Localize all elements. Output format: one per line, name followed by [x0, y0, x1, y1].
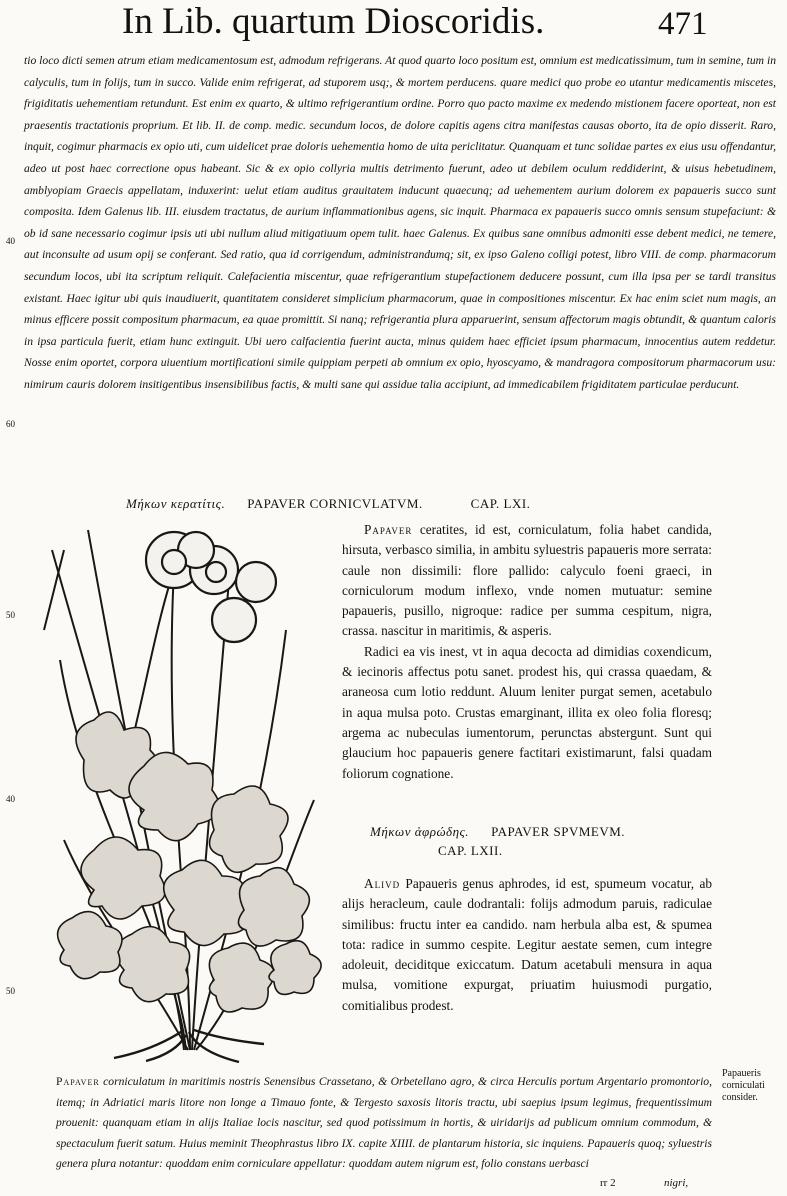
- chapter-61-uses: Radici ea vis inest, vt in aqua decocta ad dimidias coxendicum, & iecinoris affectus potu sanet. prodest his, qui crassa quaedam, & araneosa cum lotio reddunt. Aluum leniter purgat semen, acetabulo in aqua mulsa poto. Crustas emarginant, illita ex oleo folia floresq; argema ac nubeculas iumentorum, perunctas abstergunt. Sunt qui glaucium hoc papaueris genere factitari existimarunt, falsi quadam foliorum cognatione.: [342, 643, 712, 781]
- margin-line-number: 50: [6, 986, 15, 996]
- page-title: In Lib. quartum Dioscoridis.: [122, 1, 545, 42]
- chapter-62-description: Papaueris genus aphrodes, id est, spumeum vocatur, ab alijs heracleum, caule dodrantali: folijs admodum paruis, radiculae similibus: fructu inter ea candido. nam herbula alba est, & spumea tota: radice in summo cespite. Legitur aestate semen, cum integre adoleuit, deciditque exiccatum. Datum acetabuli mensura in aqua mulsa, vomitione expurgat, priuatim huiusmodi purgatio, comitialibus prodest.: [342, 876, 712, 1013]
- top-commentary: tio loco dicti semen atrum etiam medicamentosum est, admodum refrigerans. At quod quarto loco positum est, omnium est medicatissimum, tum in semine, tum in calyculis, tum in folijs, tum in succo. Valide enim refrigerat, ad stuporem usq;, & mortem perducens. quare medici quo probe eo utantur medicamentis miscetes, frigiditatis uehementiam retundunt. Est enim ex quarto, & ultimo refrigerantium ordine. Porro quo pacto maxime ex medendo mistionem facere oporteat, non est praesentis tractationis proprium. Et lib. II. de comp. medic. secundum locos, de dolore capitis agens citra manifestas causas oborto, ita de opio disserit. Raro, inquit, cogimur pharmacis ex opio uti, cum uidelicet prae doloris uehementia homo de uita periclitatur. Quanquam et tunc solidae partes ex eius usu offendantur, adeo ut post haec correctione opus habeant. Sic & ex opio collyria multis detrimento fuerunt, adeo ut debilem oculum reddiderint, & uisus hebetudinem, amblyopiam Graecis appellatam, induxerint: uelut etiam auditus grauitatem inducunt quaecunq; ad uehementem aurium dolorem ex papaueris succo sunt composita. Idem Galenus lib. III. eiusdem tractatus, de aurium inflammationibus agens, sic inquit. Pharmaca ex papaueris succo omnis sensum stupefaciunt: & ob id sane necessario cogimur ipsis uti ubi nullum aliud mitigatiuum opem tulit. haec Galenus. Ex quibus sane omnibus admoniti esse debent medici, ne temere, aut inconsulte ad usum opij se conferant. Sed ratio, qua id corrigendum, administrandumq; sit, ex ipso Galeno colligi potest, libro VIII. de comp. pharmacorum secundum locos, ubi ita scriptum reliquit. Calefacientia miscentur, quae refrigerantium stupefactionem deducere possunt, cum illa ipsa per se tardi transitus existant. Haec igitur ubi quis inaudiuerit, quantitatem consideret simplicium pharmacorum, quae in compositiones miscentur. Ex hac enim sciet num magis, an minus efficere possit compositum pharmacum, ea quae promittit. Si nanq; refrigerantia plura apparuerint, sensum affectorum magis obtundit, & quantum caloris in ipsa particula fuerit, etiam hunc extinguit. Ubi uero calfacientia fuerint aucta, minus quidem haec efficiet ipsum pharmacum, innocentius autem reddetur. Nosse enim oportet, corpora uiuentium mortificationi simile quippiam perpeti ab omnium ex opio, hyoscyamo, & mandragora compositorum pharmacorum usu: nimirum cauris dolorem insitigentibus insensibilibus factis, & multi sane qui assidue talia accipiunt, ad immedicabilem frigiditatem particulae perducunt.: [24, 54, 776, 391]
- margin-note: Papaueris corniculati consider.: [722, 1068, 765, 1103]
- margin-line-number: 40: [6, 236, 15, 246]
- greek-heading: Μήκων ἀφρώδης.: [370, 824, 470, 839]
- catchword: nigri,: [664, 1177, 689, 1189]
- chapter-62-body: [342, 874, 712, 1016]
- chapter-61-body: [342, 520, 712, 784]
- chapter-number: CAP. LXI.: [470, 496, 531, 511]
- margin-line-number: 40: [6, 794, 15, 804]
- greek-heading: Μήκων κερατίτις.: [126, 496, 226, 511]
- latin-heading: PAPAVER SPVMEVM.: [491, 824, 626, 839]
- chapter-61-description: ceratites, id est, corniculatum, folia habet candida, hirsuta, verbasco similia, in ambitu syluestris papaueris more serrata: caule non dissimili: flore pallido: calyculo foeni graeci, in corniculorum modum inflexo, vnde nomen mutuatur: semine papaueris, pusillo, nigroque: radice per summa cespitum, nigra, crassa. nascitur in maritimis, & asperis.: [342, 522, 712, 639]
- margin-line-number: 60: [6, 419, 15, 429]
- drop-lead: Papaver: [56, 1075, 100, 1088]
- chapter-number: CAP. LXII.: [438, 843, 503, 858]
- bottom-commentary-text: corniculatum in maritimis nostris Senensibus Crassetano, & Orbetellano agro, & circa Herculis portum Argentario promontorio, itemq; in Adriatici maris litore non longe a Timauo fonte, & Tergesto saxosis litoris tractu, ubi saepius ipsum legimus, frequentissimum prouenit: quanquam etiam in alijs Italiae locis nascitur, sed quod potissimum in hortis, & uiridarijs ad publicum omnium commodum, & spectaculum fuerit satum. Huius meminit Theophrastus libro IX. capite XIIII. de plantarum historia, sic inquiens. Papaueris quoq; syluestris genera plura notantur: quoddam enim corniculare appellatur: quoddam autem nigrum est, folio constans uerbasci: [56, 1075, 712, 1171]
- bottom-commentary: [56, 1072, 712, 1175]
- page-number: 471: [658, 6, 708, 42]
- signature-mark: rr 2: [600, 1177, 616, 1189]
- drop-lead: Alivd: [364, 876, 401, 891]
- poppy-illustration: [24, 510, 334, 1065]
- drop-lead: Papaver: [364, 522, 413, 537]
- chapter-heading: [370, 824, 625, 840]
- latin-heading: PAPAVER CORNICVLATVM.: [247, 496, 423, 511]
- margin-line-number: 50: [6, 610, 15, 620]
